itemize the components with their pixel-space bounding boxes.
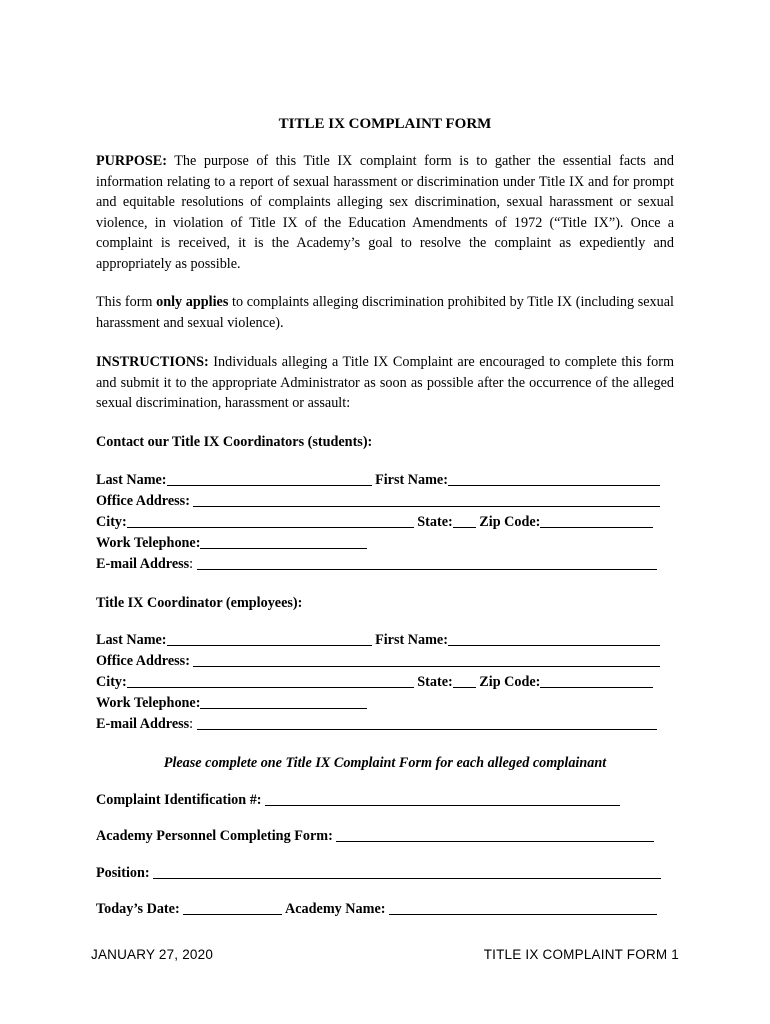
position-row <box>96 862 674 882</box>
students-last-name-field[interactable] <box>167 485 372 486</box>
zip-code-label: Zip Code: <box>475 674 541 690</box>
employees-coordinator-heading: Title IX Coordinator (employees): <box>96 595 303 611</box>
date-row <box>96 898 674 918</box>
email-address-label: E-mail Address <box>96 716 190 732</box>
first-name-label: First Name: <box>371 472 448 488</box>
todays-date-label: Today’s Date: <box>96 901 184 917</box>
complaint-id-field[interactable] <box>265 805 620 806</box>
scope-paragraph <box>96 292 674 333</box>
employees-work-telephone-field[interactable] <box>200 708 367 709</box>
students-work-telephone-field[interactable] <box>200 548 367 549</box>
city-label: City: <box>96 674 127 690</box>
employees-email-field[interactable] <box>197 729 657 730</box>
purpose-label: PURPOSE: <box>96 153 167 169</box>
academy-name-field[interactable] <box>389 914 657 915</box>
employees-state-field[interactable] <box>453 687 476 688</box>
employees-office-row <box>96 650 674 670</box>
employees-first-name-field[interactable] <box>448 645 660 646</box>
last-name-label: Last Name: <box>96 472 167 488</box>
instructions-label: INSTRUCTIONS: <box>96 354 209 370</box>
instructions-paragraph <box>96 352 674 414</box>
last-name-label: Last Name: <box>96 632 167 648</box>
instructions-text: Individuals alleging a Title IX Complaint are encouraged to complete this form and submit it to the appropriate Administrator as soon as possible after the occurrence of the alleged sexual discrimination, harassment or assault: <box>96 354 674 412</box>
state-label: State: <box>413 674 453 690</box>
todays-date-field[interactable] <box>183 914 282 915</box>
employees-email-row <box>96 713 674 733</box>
students-phone-row <box>96 532 674 552</box>
footer-date: JANUARY 27, 2020 <box>91 947 214 962</box>
students-first-name-field[interactable] <box>448 485 660 486</box>
employees-zip-code-field[interactable] <box>540 687 653 688</box>
complaint-id-label: Complaint Identification #: <box>96 792 266 808</box>
academy-name-label: Academy Name: <box>282 901 390 917</box>
personnel-field[interactable] <box>336 841 654 842</box>
purpose-paragraph <box>96 151 674 275</box>
employees-city-row <box>96 671 674 691</box>
personnel-row <box>96 825 674 845</box>
complainant-note: Please complete one Title IX Complaint Form for each alleged complainant <box>163 755 607 771</box>
form-title: TITLE IX COMPLAINT FORM <box>278 116 492 132</box>
scope-text-before: This form <box>96 294 157 310</box>
document-page <box>96 0 674 1024</box>
purpose-text: The purpose of this Title IX complaint form is to gather the essential facts and information relating to a report of sexual harassment or discrimination under Title IX and for prompt and equitable resolutions of complaints alleging sex discrimination, sexual harassment or sexual violence, in violation of Title IX of the Education Amendments of 1972 (“Title IX”). Once a complaint is received, it is the Academy’s goal to resolve the complaint as expediently and appropriately as possible. <box>96 153 674 272</box>
work-telephone-label: Work Telephone: <box>96 695 201 711</box>
personnel-label: Academy Personnel Completing Form: <box>96 828 337 844</box>
office-address-label: Office Address: <box>96 653 194 669</box>
students-city-row <box>96 511 674 531</box>
scope-text-after: to complaints alleging discrimination prohibited by Title IX (including sexual harassment and sexual violence). <box>96 294 674 331</box>
scope-emphasis: only applies <box>156 294 229 310</box>
employees-office-address-field[interactable] <box>193 666 660 667</box>
position-label: Position: <box>96 865 154 881</box>
students-email-field[interactable] <box>197 569 657 570</box>
email-colon: : <box>189 556 197 572</box>
students-coordinator-heading: Contact our Title IX Coordinators (students): <box>96 434 373 450</box>
employees-city-field[interactable] <box>127 687 414 688</box>
email-colon: : <box>189 716 197 732</box>
position-field[interactable] <box>153 878 661 879</box>
footer-page-label: TITLE IX COMPLAINT FORM 1 <box>483 947 679 962</box>
students-zip-code-field[interactable] <box>540 527 653 528</box>
students-office-row <box>96 490 674 510</box>
employees-name-row <box>96 629 674 649</box>
state-label: State: <box>413 514 453 530</box>
students-name-row <box>96 469 674 489</box>
employees-phone-row <box>96 692 674 712</box>
email-address-label: E-mail Address <box>96 556 190 572</box>
employees-last-name-field[interactable] <box>167 645 372 646</box>
work-telephone-label: Work Telephone: <box>96 535 201 551</box>
students-office-address-field[interactable] <box>193 506 660 507</box>
city-label: City: <box>96 514 127 530</box>
students-email-row <box>96 553 674 573</box>
complaint-id-row <box>96 789 674 809</box>
students-city-field[interactable] <box>127 527 414 528</box>
zip-code-label: Zip Code: <box>475 514 541 530</box>
students-state-field[interactable] <box>453 527 476 528</box>
office-address-label: Office Address: <box>96 493 194 509</box>
first-name-label: First Name: <box>371 632 448 648</box>
